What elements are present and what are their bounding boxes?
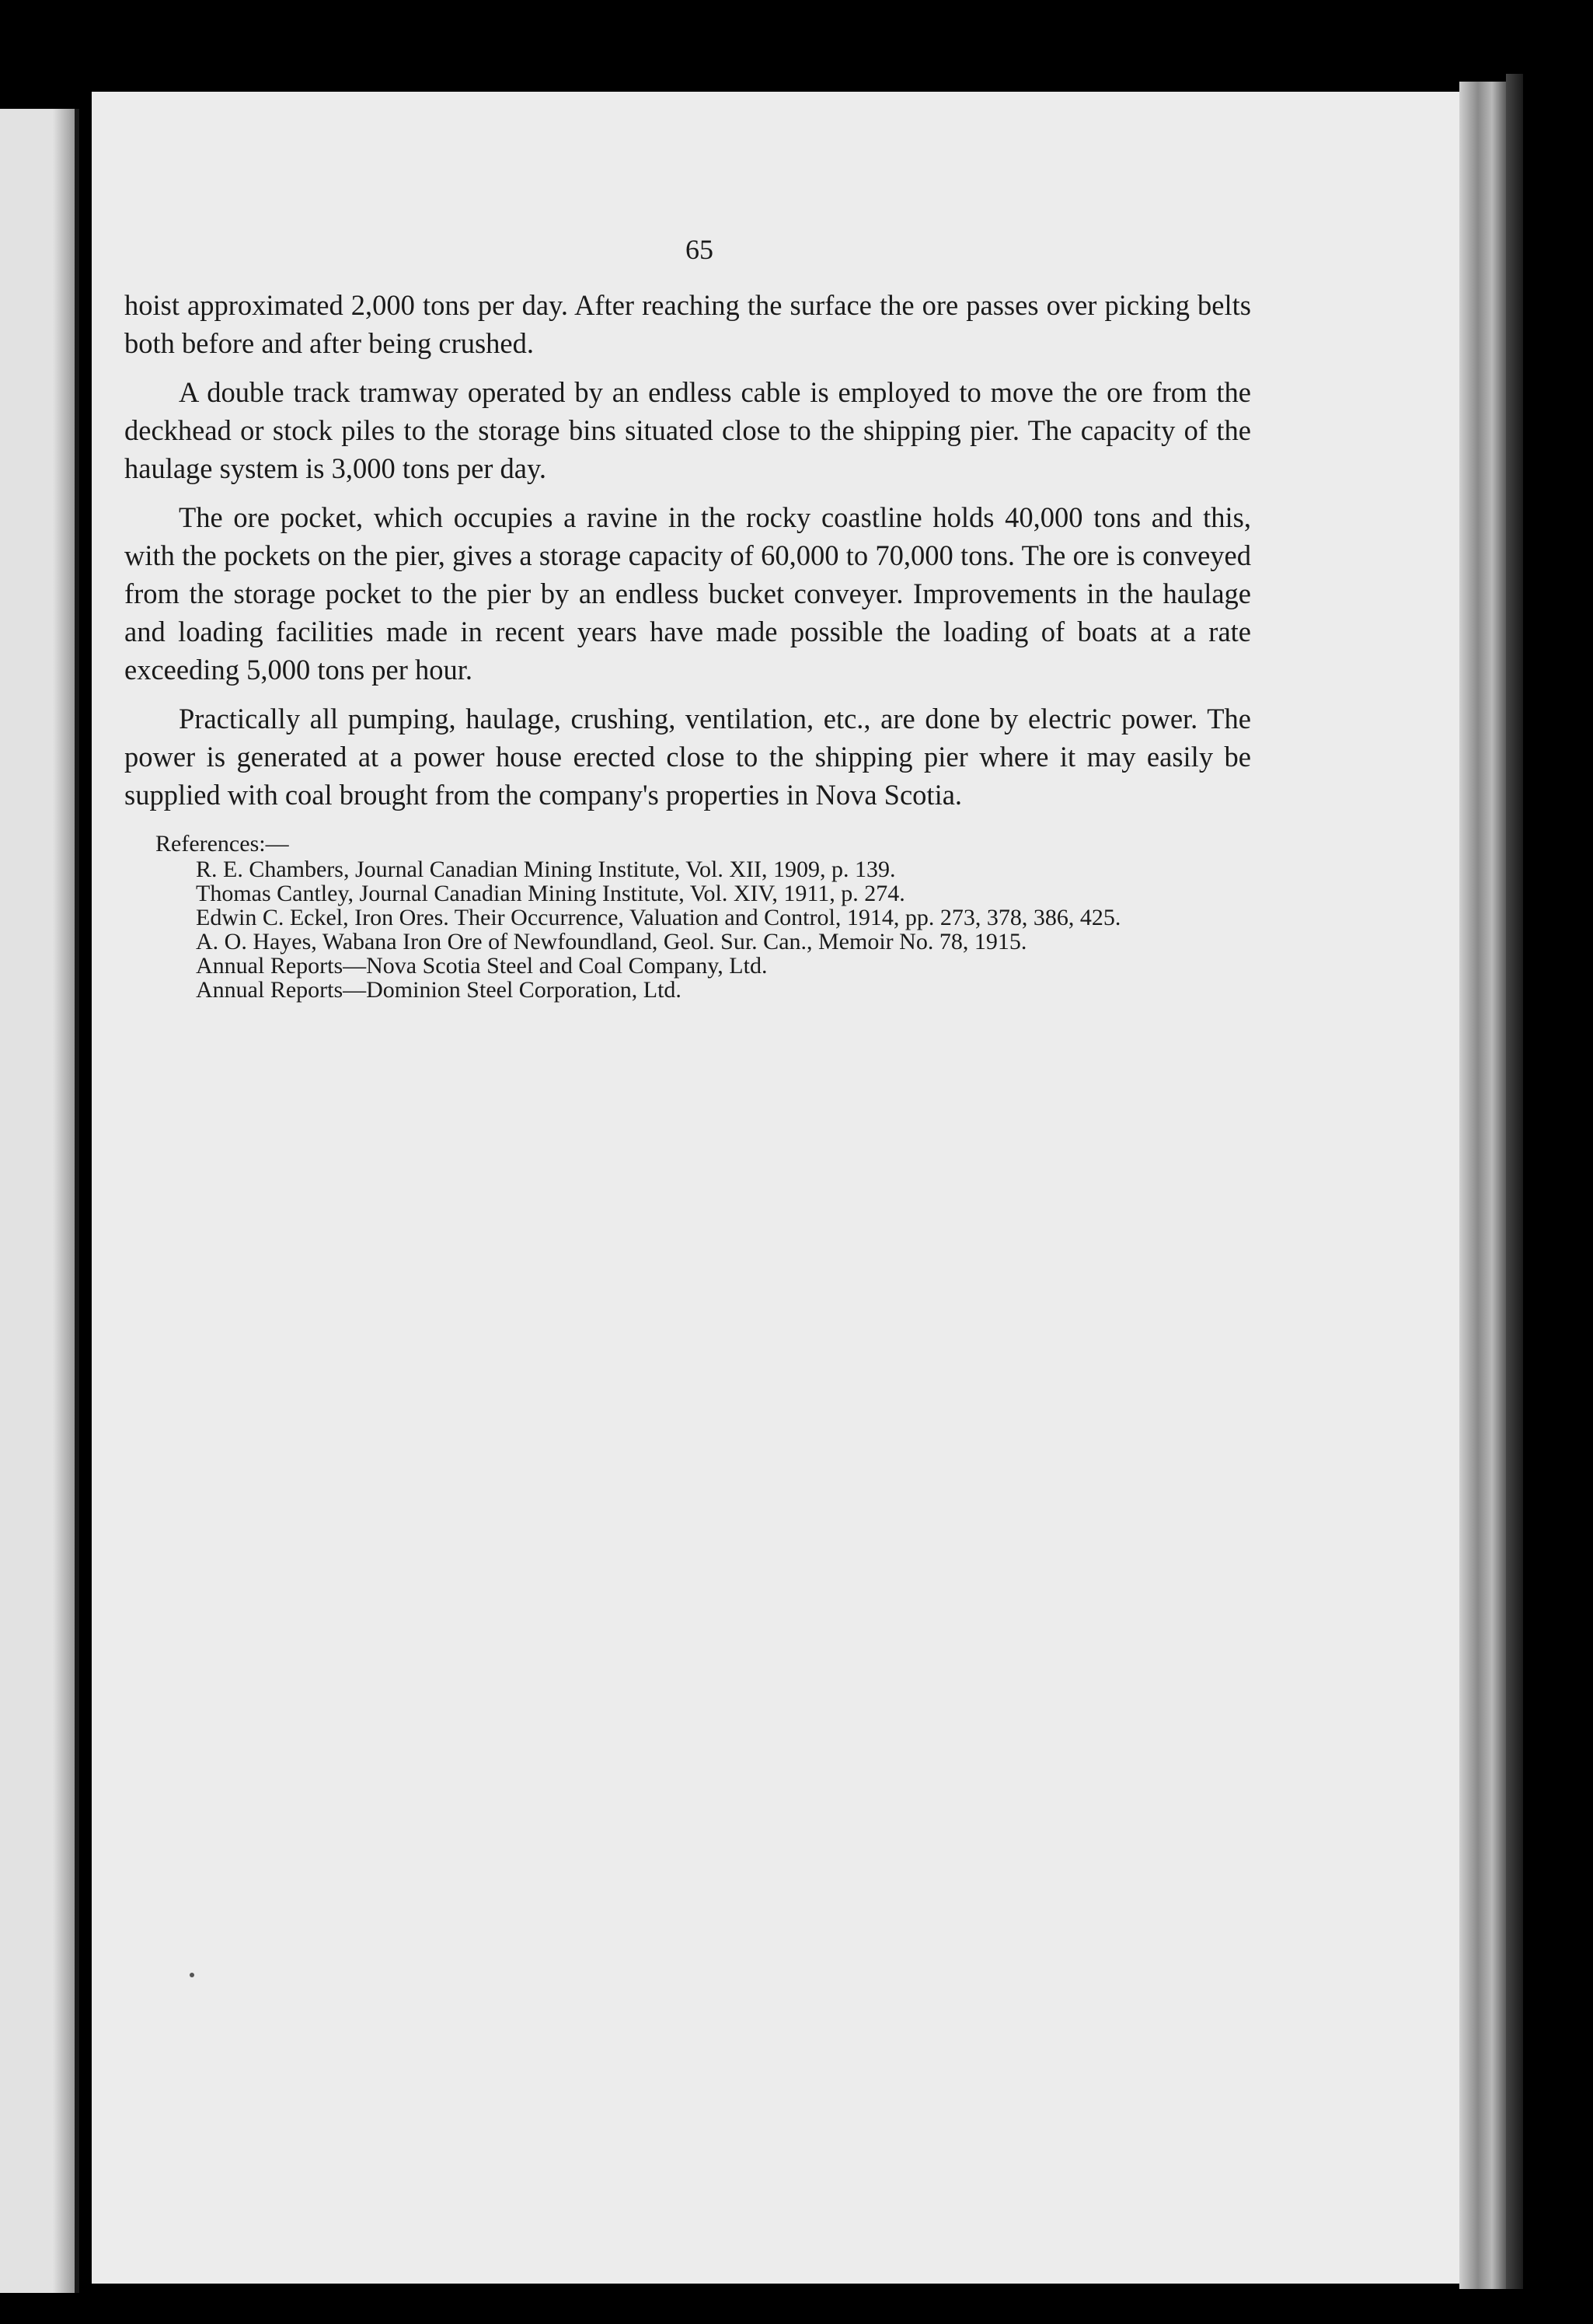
page-content [124, 233, 1251, 1002]
reference-item: R. E. Chambers, Journal Canadian Mining Institute, Vol. XII, 1909, p. 139. [196, 857, 896, 882]
left-facing-page [0, 109, 79, 2293]
reference-item: A. O. Hayes, Wabana Iron Ore of Newfoundland, Geol. Sur. Can., Memoir No. 78, 1915. [196, 929, 1027, 954]
page-edge-outer [1506, 74, 1523, 2289]
dust-speck [190, 1973, 194, 1977]
references-list [124, 857, 1251, 1002]
reference-item: Annual Reports—Nova Scotia Steel and Coal Company, Ltd. [196, 953, 768, 979]
references-heading: References:— [155, 831, 289, 857]
reference-item: Edwin C. Eckel, Iron Ores. Their Occurrence, Valuation and Control, 1914, pp. 273, 378, 386, 425. [196, 905, 1121, 930]
page-number: 65 [685, 234, 713, 265]
paragraph-4: Practically all pumping, haulage, crushing, ventilation, etc., are done by electric power. The power is generated at a power house erected close to the shipping pier where it may easily be supplied with coal brought from the company's properties in Nova Scotia. [124, 703, 1251, 811]
paragraph-1: hoist approximated 2,000 tons per day. After reaching the surface the ore passes over picking belts both before and after being crushed. [124, 289, 1251, 359]
paragraph-3: The ore pocket, which occupies a ravine in the rocky coastline holds 40,000 tons and this, with the pockets on the pier, gives a storage capacity of 60,000 to 70,000 tons. The ore is conveyed from the storage pocket to the pier by an endless bucket conveyer. Improvements in the haulage and loading facilities made in recent years have made possible the loading of boats at a rate exceeding 5,000 tons per hour. [124, 501, 1251, 686]
left-page-gutter-shadow [53, 109, 75, 2293]
paragraph-2: A double track tramway operated by an endless cable is employed to move the ore from the deckhead or stock piles to the storage bins situated close to the shipping pier. The capacity of the haulage system is 3,000 tons per day. [124, 376, 1251, 484]
reference-item: Thomas Cantley, Journal Canadian Mining Institute, Vol. XIV, 1911, p. 274. [196, 881, 905, 906]
reference-item: Annual Reports—Dominion Steel Corporation, Ltd. [196, 977, 681, 1003]
page-edge-shadow [1459, 82, 1506, 2289]
